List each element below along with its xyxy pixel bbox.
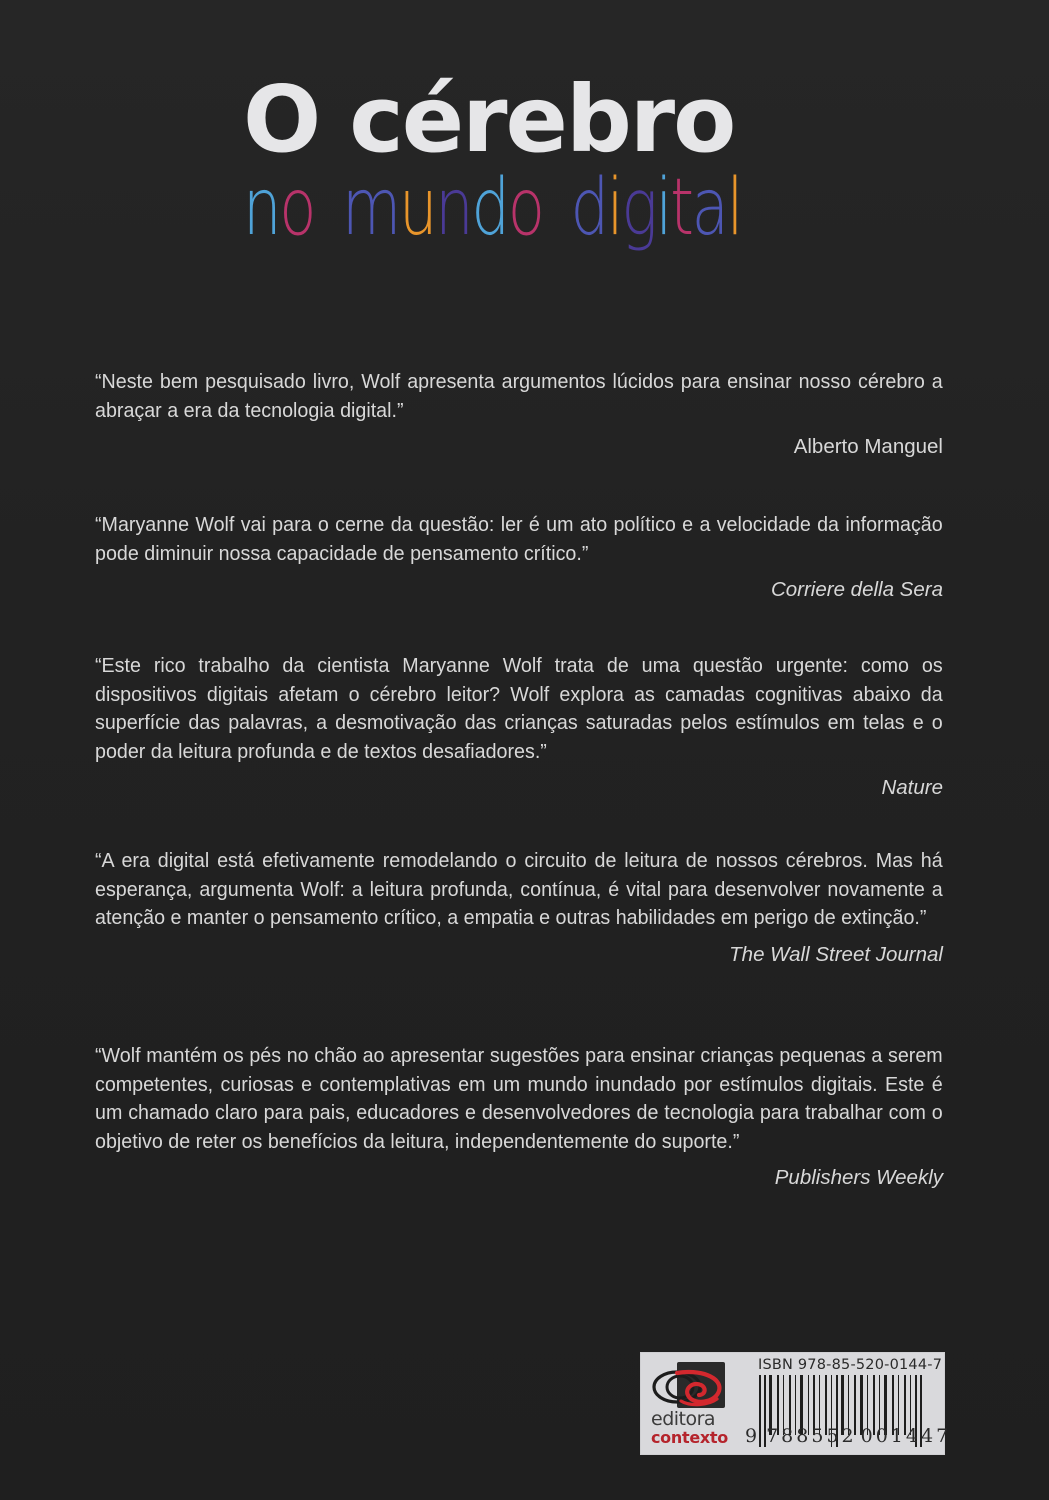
subtitle-letter: t (670, 163, 692, 253)
quote-source: The Wall Street Journal (729, 942, 943, 966)
quote-text: “Wolf mantém os pés no chão ao apresentar sugestões para ensinar crianças pequenas a serem competentes, curiosas e contemplativas em um mundo inundado por estímulos digitais. Este é um chamado claro para pais, educadores e desenvolvedores de tecnologia para trabalhar com o objetivo de reter os benefícios da leitura, independentemente do suporte.” (95, 1044, 943, 1153)
book-subtitle (243, 163, 742, 253)
isbn-barcode-label (641, 1353, 952, 1454)
subtitle-letter: g (621, 163, 656, 253)
subtitle-letter: d (471, 163, 508, 253)
subtitle-letter: u (398, 163, 436, 253)
review-quote (95, 511, 943, 604)
barcode-digit-first: 9 (745, 1425, 761, 1447)
subtitle-letter (314, 163, 331, 253)
subtitle-letter (543, 163, 560, 253)
quote-source: Nature (881, 776, 943, 800)
review-quote (95, 1042, 943, 1192)
subtitle-letter: n (435, 163, 472, 253)
quote-source: Alberto Manguel (793, 435, 943, 459)
subtitle-letter: a (691, 163, 727, 253)
subtitle-letter: i (655, 163, 671, 253)
quote-text: “A era digital está efetivamente remodelando o circuito de leitura de nossos cérebros. Mas há esperança, argumenta Wolf: a leitura profunda, contínua, é vital para desenvolver novamente a atenção e manter o pensamento crítico, a empatia e outras habilidades em perigo de extinção.” (95, 849, 943, 930)
review-quote (95, 368, 943, 461)
subtitle-letter: i (606, 163, 622, 253)
publisher-name-line1: editora (651, 1408, 716, 1430)
barcode-digits-left: 788552 (766, 1425, 857, 1447)
barcode-digits (745, 1425, 951, 1447)
subtitle-letter: o (279, 163, 315, 253)
barcode-digits-right: 001447 (860, 1425, 952, 1447)
publisher-logo (647, 1359, 733, 1451)
publisher-name-line2: contexto (651, 1428, 728, 1447)
quote-source: Publishers Weekly (774, 1166, 943, 1190)
quote-text: “Maryanne Wolf vai para o cerne da questão: ler é um ato político e a velocidade da informação pode diminuir nossa capacidade de pensamento crítico.” (95, 513, 943, 565)
book-title: O cérebro (243, 66, 735, 173)
subtitle-letter: n (243, 163, 280, 253)
subtitle-letter: o (507, 163, 543, 253)
subtitle-letter: m (342, 163, 399, 253)
isbn-number: ISBN 978-85-520-0144-7 (758, 1357, 943, 1373)
quote-text: “Este rico trabalho da cientista Maryanne Wolf trata de uma questão urgente: como os dispositivos digitais afetam o cérebro leitor? Wolf explora as camadas cognitivas abaixo da superfície das palavras, a desmotivação das crianças saturadas pelos estímulos em telas e o poder da leitura profunda e de textos desafiadores.” (95, 654, 943, 763)
eye-swirl-logo-icon (647, 1359, 733, 1415)
book-title-block (243, 66, 803, 253)
review-quote (95, 652, 943, 802)
quote-text: “Neste bem pesquisado livro, Wolf apresenta argumentos lúcidos para ensinar nosso cérebro a abraçar a era da tecnologia digital.” (95, 370, 943, 422)
subtitle-letter: d (570, 163, 607, 253)
quote-source: Corriere della Sera (770, 578, 943, 602)
subtitle-letter: l (726, 163, 742, 253)
review-quote (95, 847, 943, 969)
